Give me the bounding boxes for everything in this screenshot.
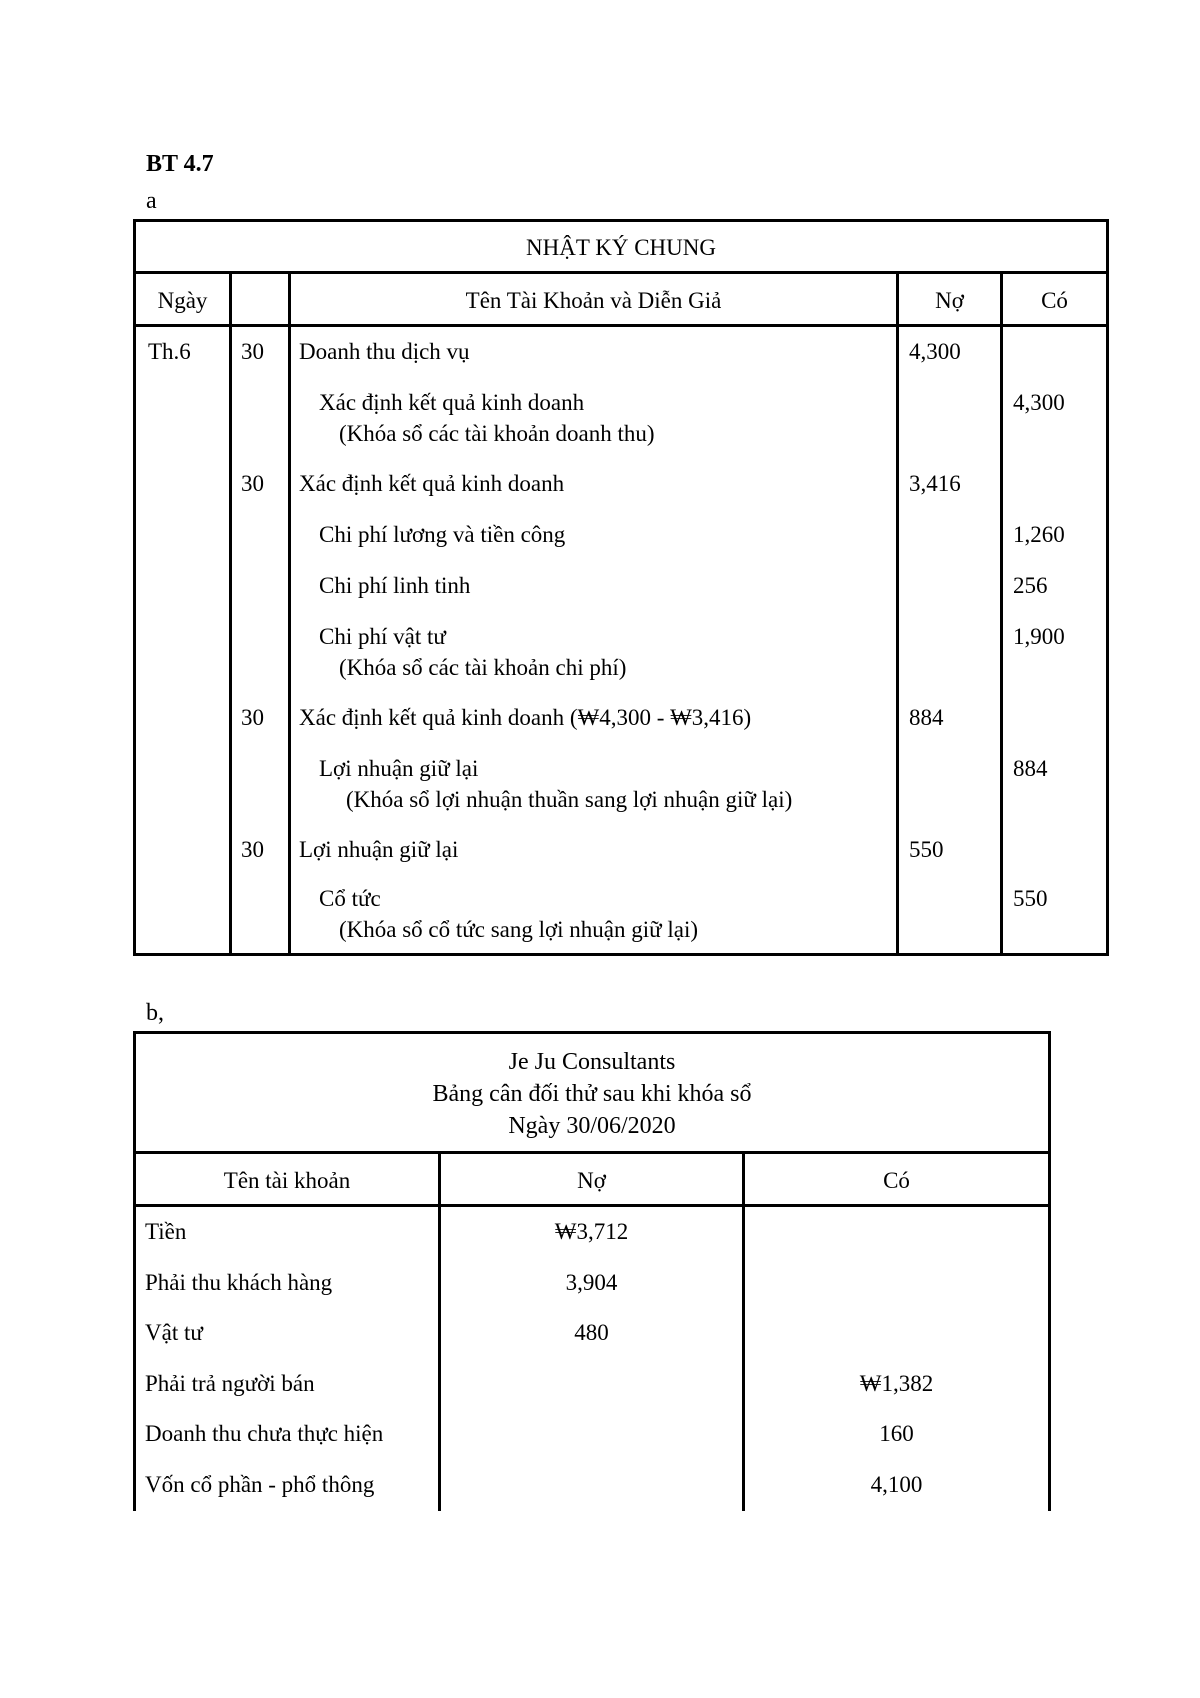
trial-credit: ₩1,382 — [859, 1371, 934, 1396]
journal-account: Doanh thu dịch vụ — [299, 339, 470, 364]
trial-header-divider — [136, 1204, 1048, 1207]
journal-header-date: Ngày — [157, 288, 208, 313]
trial-header-account: Tên tài khoản — [223, 1168, 351, 1193]
trial-balance-heading — [136, 1046, 1048, 1142]
trial-title-divider — [136, 1151, 1048, 1154]
journal-col-divider-debit — [1000, 274, 1003, 953]
journal-header-divider — [136, 324, 1106, 327]
journal-entry-note: (Khóa sổ các tài khoản doanh thu) — [339, 421, 655, 446]
journal-entry-day: 30 — [241, 339, 264, 364]
journal-header-debit: Nợ — [935, 288, 964, 313]
journal-title-divider — [136, 271, 1106, 274]
journal-account: Xác định kết quả kinh doanh — [299, 471, 565, 496]
journal-month: Th.6 — [148, 339, 191, 364]
trial-header-debit: Nợ — [577, 1168, 606, 1193]
exercise-title: BT 4.7 — [146, 151, 214, 177]
journal-entry-note: (Khóa sổ lợi nhuận thuần sang lợi nhuận giữ lại) — [346, 787, 793, 812]
report-title: Bảng cân đối thử sau khi khóa sổ — [432, 1081, 752, 1107]
company-name: Je Ju Consultants — [508, 1049, 676, 1075]
journal-account: Cổ tức — [319, 886, 381, 911]
trial-credit: 4,100 — [870, 1472, 923, 1497]
journal-debit: 3,416 — [909, 471, 961, 496]
journal-account: Chi phí lương và tiền công — [319, 522, 566, 547]
journal-entry-note: (Khóa sổ cổ tức sang lợi nhuận giữ lại) — [339, 917, 699, 942]
journal-col-divider-day — [288, 274, 291, 953]
journal-credit: 884 — [1013, 756, 1048, 781]
trial-account: Phải thu khách hàng — [145, 1270, 333, 1295]
journal-debit: 550 — [909, 837, 944, 862]
part-a-label: a — [146, 188, 157, 214]
journal-header-credit: Có — [1041, 288, 1068, 313]
trial-account: Vật tư — [145, 1320, 203, 1345]
trial-account: Doanh thu chưa thực hiện — [145, 1421, 384, 1446]
journal-account: Chi phí linh tinh — [319, 573, 471, 598]
trial-account: Vốn cổ phần - phổ thông — [145, 1472, 375, 1497]
journal-header-description: Tên Tài Khoản và Diễn Giả — [465, 288, 722, 313]
journal-col-divider-date — [229, 274, 232, 953]
journal-account: Xác định kết quả kinh doanh — [319, 390, 585, 415]
journal-account: Lợi nhuận giữ lại — [299, 837, 459, 862]
trial-account: Phải trả người bán — [145, 1371, 315, 1396]
journal-credit: 4,300 — [1013, 390, 1065, 415]
trial-debit: ₩3,712 — [554, 1219, 629, 1244]
journal-title: NHẬT KÝ CHUNG — [526, 235, 716, 260]
post-closing-trial-balance — [133, 1031, 1051, 1511]
journal-credit: 1,260 — [1013, 522, 1065, 547]
trial-account: Tiền — [145, 1219, 187, 1244]
journal-debit: 4,300 — [909, 339, 961, 364]
report-date: Ngày 30/06/2020 — [508, 1113, 676, 1139]
trial-debit: 480 — [574, 1320, 609, 1345]
journal-credit: 1,900 — [1013, 624, 1065, 649]
journal-account: Lợi nhuận giữ lại — [319, 756, 479, 781]
trial-credit: 160 — [879, 1421, 914, 1446]
trial-debit: 3,904 — [565, 1270, 618, 1295]
journal-debit: 884 — [909, 705, 944, 730]
journal-entry-note: (Khóa sổ các tài khoản chi phí) — [339, 655, 627, 680]
general-journal-table — [133, 219, 1109, 956]
journal-account: Chi phí vật tư — [319, 624, 446, 649]
trial-col-divider-debit — [742, 1154, 745, 1511]
journal-entry-day: 30 — [241, 705, 264, 730]
journal-col-divider-description — [896, 274, 899, 953]
journal-credit: 256 — [1013, 573, 1048, 598]
trial-header-credit: Có — [883, 1168, 910, 1193]
journal-account: Xác định kết quả kinh doanh (₩4,300 - ₩3,416) — [299, 705, 752, 730]
part-b-label: b, — [146, 1000, 164, 1026]
journal-credit: 550 — [1013, 886, 1048, 911]
journal-entry-day: 30 — [241, 471, 264, 496]
journal-entry-day: 30 — [241, 837, 264, 862]
